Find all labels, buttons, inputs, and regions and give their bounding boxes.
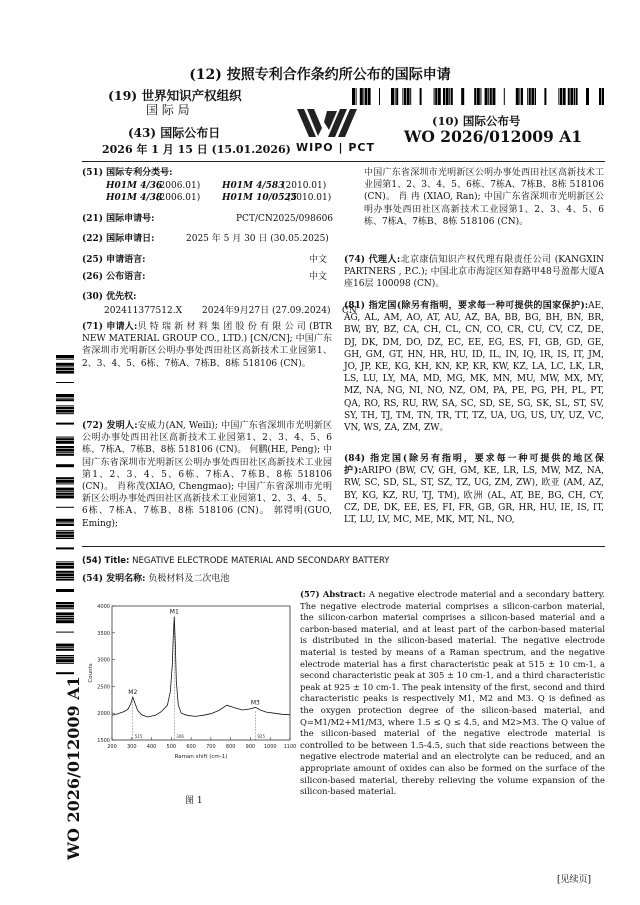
applicant-block [82,321,332,370]
ipc-date-1: (2006.01) [156,181,201,191]
lang: 中文 [309,255,328,265]
org-name: (19) 世界知识产权组织 [108,88,242,103]
x-tick-label: 500 [166,744,177,750]
y-tick-label: 2500 [97,684,110,691]
wipo-logo-text: WIPO | PCT [296,141,375,154]
abstract-label: (57) Abstract: [300,589,366,599]
regional-label: (84) 指定国(除另有指明，要求每一种可提供的地区保护): [344,454,604,477]
applicant-label: (71) 申请人: [82,322,138,332]
y-tick-label: 3500 [97,630,110,637]
filing-date: 2025 年 5 月 30 日 (30.05.2025) [186,234,329,244]
dstates-text: AE, AG, AL, AM, AO, AT, AU, AZ, BA, BB, BG, BH, BN, BR, BW, BY, BZ, CA, CH, CL, CN, CO, CR, CU, CV, CZ, DE, DJ, DK, DM, DO, DZ, EC, EE, EG, ES, FI, GB, GD, GE, GH, GM, GT, HN, HR, HU, ID, IL, IN, IQ, IR, IS, IT, JM, JO, JP, KE, KG, KH, KN, KP, KR, KW, KZ, LA, LC, LK, LR, LS, LU, LY, MA, MD, MG, MK, MN, MU, MW, MX, MY, MZ, NA, NG, NI, NO, NZ, OM, PA, PE, PG, PH, PL, PT, QA, RO, RS, RU, RW, SA, SC, SD, SE, SG, SK, SL, ST, SV, SY, TH, TJ, TM, TN, TR, TT, TZ, UA, UG, US, UY, UZ, VC, VN, WS, ZA, ZM, ZW。 [344,301,604,434]
title-zh-row [82,573,229,585]
ipc-code-1: H01M 4/36 [106,181,163,191]
side-pub-number: WO 2026/012009 A1 [64,676,83,860]
appno: PCT/CN2025/098606 [236,214,334,224]
x-tick-label: 1000 [263,744,277,750]
y-tick-label: 3000 [97,657,110,664]
x-tick-label: 700 [206,744,216,750]
abstract-block [300,589,605,798]
peak-annotation: M2 [128,689,138,697]
inventor-block [82,420,332,530]
regional-states-block [344,453,604,526]
plot-frame [112,606,290,740]
ipc-date-3: (2006.01) [156,193,201,203]
x-tick-label: 600 [186,744,196,750]
title-en: NEGATIVE ELECTRODE MATERIAL AND SECONDARY BATTERY [132,556,390,566]
title-zh-label: (54) 发明名称: [82,574,146,584]
title-en-label: (54) Title: [82,556,130,566]
x-tick-label: 200 [107,744,117,750]
y-tick-label: 2000 [97,711,110,718]
x-axis-label: Raman shift (cm-1) [174,754,228,760]
peak-marker-label: 925 [257,734,266,739]
x-tick-label: 300 [127,744,137,750]
dstates-label: (81) 指定国(除另有指明，要求每一种可提供的国家保护): [344,301,589,311]
peak-marker-label: 515 [134,734,143,739]
agent-block [344,254,604,291]
side-barcode [56,355,74,675]
body-divider [82,546,605,547]
publang: 中文 [309,272,328,282]
ipc-label: (51) 国际专利分类号: [82,168,173,178]
pub-num-label: (10) 国际公布号 [432,114,521,128]
priority: 202411377512.X 2024年9月27日 (27.09.2024) CN [104,306,357,316]
x-tick-label: 900 [245,744,256,750]
ipc-date-2: (2010.01) [282,181,327,191]
barcode [352,88,604,105]
pub-date: 2026 年 1 月 15 日 (15.01.2026) [102,143,291,156]
peak-annotation: M1 [169,608,179,616]
designated-states-block [344,300,604,434]
y-tick-label: 4000 [97,604,110,610]
continued-note: [见续页] [557,875,592,885]
peak-annotation: M3 [250,699,260,707]
y-tick-label: 1500 [97,738,110,744]
x-tick-label: 800 [225,744,236,750]
ipc-code-2: H01M 4/583 [222,181,285,191]
org-sub: 国 际 局 [146,103,190,117]
header-divider [82,161,605,162]
figure-caption: 图 1 [185,796,203,806]
lang-label: (25) 申请语言: [82,255,146,265]
ipc-date-4: (2010.01) [287,193,332,203]
inventor-continued: 中国广东省深圳市光明新区公明办事处西田社区高新技术工业园第1、2、3、4、5、6栋、7栋A、7栋B、8栋 518106 (CN)。 肖 冉 (XIAO, Ran); 中国广东省深圳市光明新区公明办事处西田社区高新技术工业园第1、2、3、4、5、6栋、7栋A、7栋B、8栋 518106 (CN)。 [364,168,604,227]
appno-label: (21) 国际申请号: [82,214,155,224]
pub-num: WO 2026/012009 A1 [404,127,583,146]
x-tick-label: 1100 [283,744,296,750]
pub-date-label: (43) 国际公布日 [128,126,221,140]
abstract-text: A negative electrode material and a secondary battery. The negative electrode material comprises a silicon-carbon material, the silicon-carbon material comprises a silicon-based material and a carbon-based material, and at least part of the carbon-based material is distributed in the silicon-based material. The negative electrode material is tested by means of a Raman spectrum, and the negative electrode material has a first characteristic peak at 515 ± 10 cm-1, a second characteristic peak at 305 ± 10 cm-1, and a third characteristic peak at 925 ± 10 cm-1. The peak intensity of the first, second and third characteristic peaks is respectively M1, M2 and M3. Q is defined as the oxygen protection degree of the silicon-based material, and Q=M1/M2+M1/M3, where 1.5 ≤ Q ≤ 4.5, and M2>M3. The Q value of the silicon-based material of the negative electrode material is controlled to be between 1.5-4.5, such that side reactions between the negative electrode material and an electrolyte can be reduced, and an appropriate amount of oxides can also be formed on the surface of the silicon-based material, thereby relieving the volume expansion of the silicon-based material. [300,589,605,797]
ipc-code-4: H01M 10/0525 [222,193,297,203]
priority-label: (30) 优先权: [82,292,137,302]
x-tick-label: 400 [146,744,157,750]
raman-spectrum-chart [84,598,296,768]
publang-label: (26) 公布语言: [82,272,146,282]
wipo-emblem-icon [292,108,362,140]
inventor-text: 安威力(AN, Weili); 中国广东省深圳市光明新区公明办事处西田社区高新技术工业园第1、2、3、4、5、6栋、7栋A、7栋B、8栋 518106 (CN)。 何鹏(HE, Peng); 中国广东省深圳市光明新区公明办事处西田社区高新技术工业园第1、2、3、4、5、6栋、7栋A、7栋B、8栋 518106 (CN)。 肖称茂(XIAO, Chengmao); 中国广东省深圳市光明新区公明办事处西田社区高新技术工业园第1、2、3、4、5、6栋、7栋A、7栋B、8栋 518106 (CN)。 郭锷明(GUO, Eming); [82,421,332,529]
agent-text: 北京康信知识产权代理有限责任公司 (KANGXIN PARTNERS , P.C.); 中国北京市海淀区知春路甲48号盈都大厦A座16层 100098 (CN)。 [344,255,604,290]
ipc-code-3: H01M 4/38 [106,193,163,203]
title-zh: 负极材料及二次电池 [148,574,230,584]
regional-text: ARIPO (BW, CV, GH, GM, KE, LR, LS, MW, MZ, NA, RW, SC, SD, SL, ST, SZ, TZ, UG, ZM, ZW), 欧亚 (AM, AZ, BY, KG, KZ, RU, TJ, TM), 欧洲 (AL, AT, BE, BG, CH, CY, CZ, DE, DK, EE, ES, FI, FR, GB, GR, HR, HU, IE, IS, IT, LT, LU, LV, MC, ME, MK, MT, NL, NO, [344,466,604,526]
title-en-row [82,555,390,567]
raman-series-line [112,617,290,717]
doc-title: (12) 按照专利合作条约所公布的国际申请 [189,67,451,83]
y-axis-label: Counts [88,663,94,683]
agent-label: (74) 代理人: [344,255,401,265]
filing-label: (22) 国际申请日: [82,234,155,244]
applicant-text: 贝 特 瑞 新 材 料 集 团 股 份 有 限 公 司 (BTR NEW MATERIAL GROUP CO., LTD.) [CN/CN]; 中国广东省深圳市光明新区公明办事处西田社区高新技术工业园第1、2、3、4、5、6栋、7栋A、7栋B、8栋 518106 (CN)。 [82,322,332,369]
wipo-logo [292,108,362,140]
inventor-label: (72) 发明人: [82,421,138,431]
peak-marker-label: 306 [176,734,184,739]
